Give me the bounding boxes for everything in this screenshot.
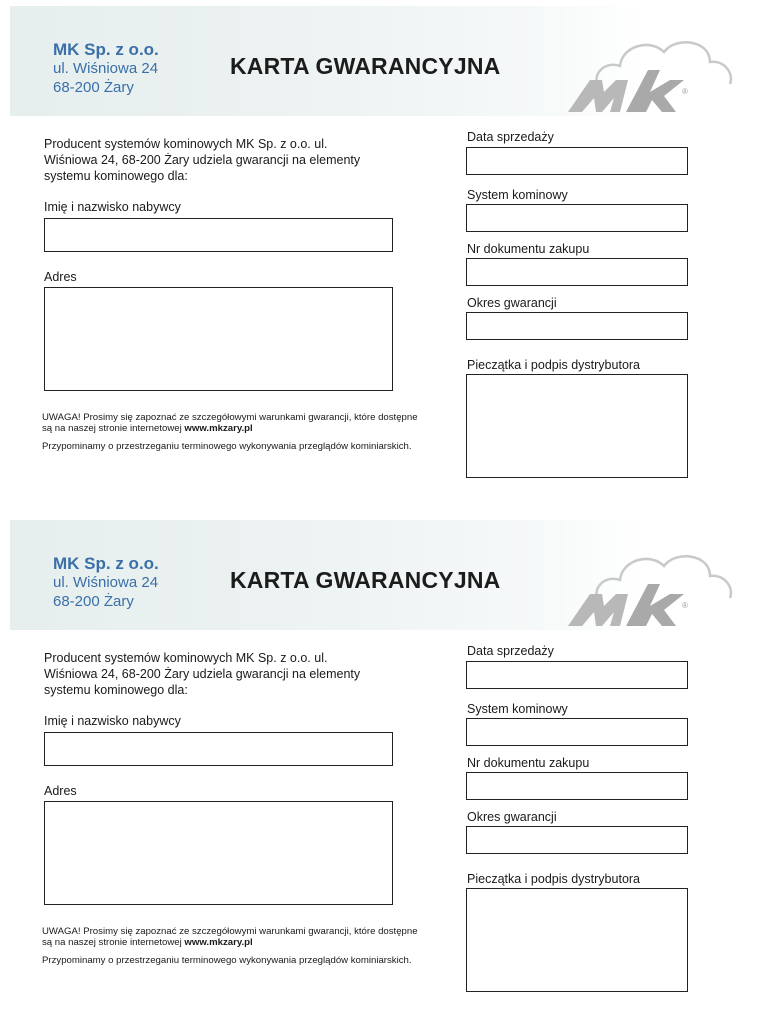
stamp-signature-field[interactable]: [466, 888, 688, 992]
sale-date-field[interactable]: [466, 147, 688, 175]
document-number-field[interactable]: [466, 258, 688, 286]
warranty-period-label: Okres gwarancji: [467, 810, 557, 824]
warning-text: UWAGA! Prosimy się zapoznać ze szczegółowymi warunkami gwarancji, które dostępne są na naszej stronie internetowej: [42, 412, 418, 434]
company-street: ul. Wiśniowa 24: [53, 60, 159, 77]
inspection-reminder: Przypominamy o przestrzeganiu terminowego wykonywania przeglądów kominiarskich.: [42, 955, 412, 966]
address-field[interactable]: [44, 801, 393, 905]
website-link[interactable]: www.mkzary.pl: [184, 423, 253, 434]
warranty-card-1: [0, 0, 768, 500]
company-block: [53, 40, 159, 97]
warranty-period-field[interactable]: [466, 312, 688, 340]
company-name: MK Sp. z o.o.: [53, 554, 159, 573]
card-title: KARTA GWARANCYJNA: [230, 53, 501, 79]
address-label: Adres: [44, 784, 77, 798]
svg-text:®: ®: [682, 87, 688, 96]
chimney-system-field[interactable]: [466, 204, 688, 232]
buyer-name-field[interactable]: [44, 732, 393, 766]
intro-text: Producent systemów kominowych MK Sp. z o.o. ul. Wiśniowa 24, 68-200 Żary udziela gwarancji na elementy systemu kominowego dla:: [44, 651, 361, 697]
chimney-system-label: System kominowy: [467, 702, 568, 716]
sale-date-label: Data sprzedaży: [467, 644, 554, 658]
chimney-system-label: System kominowy: [467, 188, 568, 202]
warranty-period-label: Okres gwarancji: [467, 296, 557, 310]
stamp-signature-field[interactable]: [466, 374, 688, 478]
intro-text: Producent systemów kominowych MK Sp. z o.o. ul. Wiśniowa 24, 68-200 Żary udziela gwarancji na elementy systemu kominowego dla:: [44, 137, 361, 183]
website-link[interactable]: www.mkzary.pl: [184, 937, 253, 948]
buyer-name-label: Imię i nazwisko nabywcy: [44, 714, 181, 728]
warning-note: [42, 926, 422, 948]
chimney-system-field[interactable]: [466, 718, 688, 746]
inspection-reminder: Przypominamy o przestrzeganiu terminowego wykonywania przeglądów kominiarskich.: [42, 441, 412, 452]
stamp-signature-label: Pieczątka i podpis dystrybutora: [467, 872, 641, 886]
sale-date-field[interactable]: [466, 661, 688, 689]
sale-date-label: Data sprzedaży: [467, 130, 554, 144]
company-street: ul. Wiśniowa 24: [53, 574, 159, 591]
address-label: Adres: [44, 270, 77, 284]
company-city: 68-200 Żary: [53, 593, 134, 610]
buyer-name-field[interactable]: [44, 218, 393, 252]
card-title: KARTA GWARANCYJNA: [230, 567, 501, 593]
address-field[interactable]: [44, 287, 393, 391]
warranty-period-field[interactable]: [466, 826, 688, 854]
mk-logo-icon: [560, 532, 740, 632]
document-number-field[interactable]: [466, 772, 688, 800]
warning-note: [42, 412, 422, 434]
warranty-card-2: [0, 514, 768, 1014]
company-block: [53, 554, 159, 611]
mk-logo-icon: [560, 18, 740, 118]
stamp-signature-label: Pieczątka i podpis dystrybutora: [467, 358, 641, 372]
document-number-label: Nr dokumentu zakupu: [467, 756, 590, 770]
document-number-label: Nr dokumentu zakupu: [467, 242, 590, 256]
svg-text:®: ®: [682, 601, 688, 610]
company-city: 68-200 Żary: [53, 79, 134, 96]
warning-text: UWAGA! Prosimy się zapoznać ze szczegółowymi warunkami gwarancji, które dostępne są na naszej stronie internetowej: [42, 926, 418, 948]
buyer-name-label: Imię i nazwisko nabywcy: [44, 200, 181, 214]
company-name: MK Sp. z o.o.: [53, 40, 159, 59]
